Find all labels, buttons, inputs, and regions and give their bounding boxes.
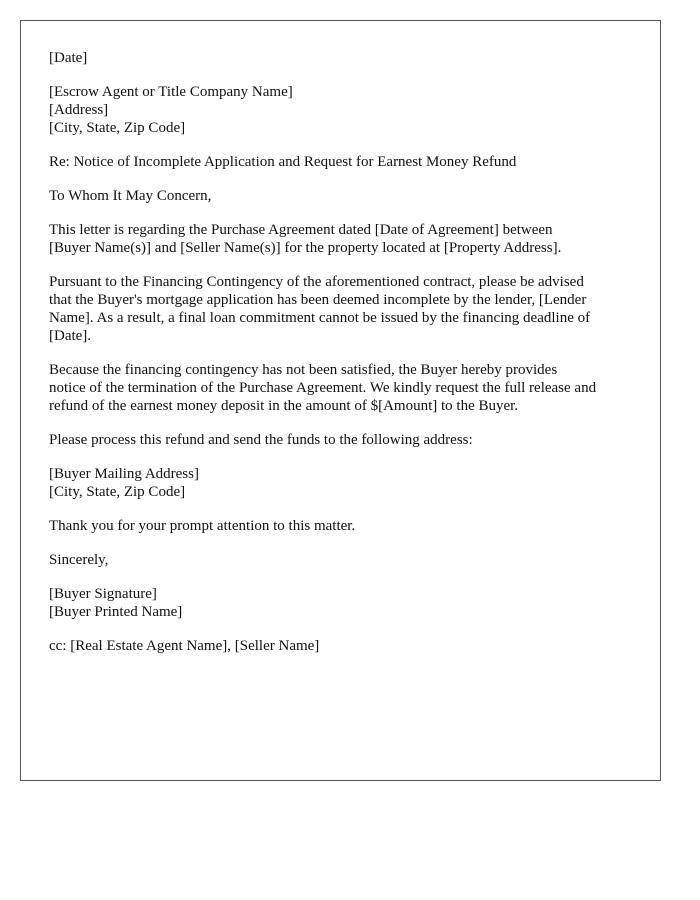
body-line: that the Buyer's mortgage application has been deemed incomplete by the lender, [Lender xyxy=(49,292,587,308)
recipient-name: [Escrow Agent or Title Company Name] xyxy=(49,84,293,100)
letter-page xyxy=(20,20,661,781)
body-line: Because the financing contingency has not been satisfied, the Buyer hereby provides xyxy=(49,362,558,378)
body-paragraph-agreement xyxy=(49,221,634,257)
body-paragraph-termination xyxy=(49,361,634,415)
thanks-line: Thank you for your prompt attention to this matter. xyxy=(49,518,356,534)
body-line: notice of the termination of the Purchase Agreement. We kindly request the full release and xyxy=(49,380,597,396)
cc-line: cc: [Real Estate Agent Name], [Seller Name] xyxy=(49,638,320,654)
body-paragraph-contingency xyxy=(49,273,634,345)
recipient-city: [City, State, Zip Code] xyxy=(49,120,186,136)
buyer-address-block xyxy=(49,465,634,501)
buyer-printed-name: [Buyer Printed Name] xyxy=(49,604,183,620)
recipient-block xyxy=(49,83,634,137)
buyer-signature: [Buyer Signature] xyxy=(49,586,157,602)
body-line: This letter is regarding the Purchase Agreement dated [Date of Agreement] between xyxy=(49,222,553,238)
letter-date: [Date] xyxy=(49,50,88,66)
body-line: [Buyer Name(s)] and [Seller Name(s)] for the property located at [Property Address]. xyxy=(49,240,562,256)
body-line: [Date]. xyxy=(49,328,92,344)
buyer-city: [City, State, Zip Code] xyxy=(49,484,186,500)
salutation: To Whom It May Concern, xyxy=(49,188,212,204)
signature-block xyxy=(49,585,634,621)
subject-line: Re: Notice of Incomplete Application and Request for Earnest Money Refund xyxy=(49,154,517,170)
body-paragraph-refund-request xyxy=(49,431,634,449)
buyer-mailing-address: [Buyer Mailing Address] xyxy=(49,466,199,482)
recipient-address: [Address] xyxy=(49,102,109,118)
body-line: Pursuant to the Financing Contingency of the aforementioned contract, please be advised xyxy=(49,274,584,290)
body-line: Please process this refund and send the funds to the following address: xyxy=(49,432,473,448)
body-line: refund of the earnest money deposit in the amount of $[Amount] to the Buyer. xyxy=(49,398,519,414)
body-line: Name]. As a result, a final loan commitment cannot be issued by the financing deadline of xyxy=(49,310,591,326)
closing: Sincerely, xyxy=(49,552,109,568)
